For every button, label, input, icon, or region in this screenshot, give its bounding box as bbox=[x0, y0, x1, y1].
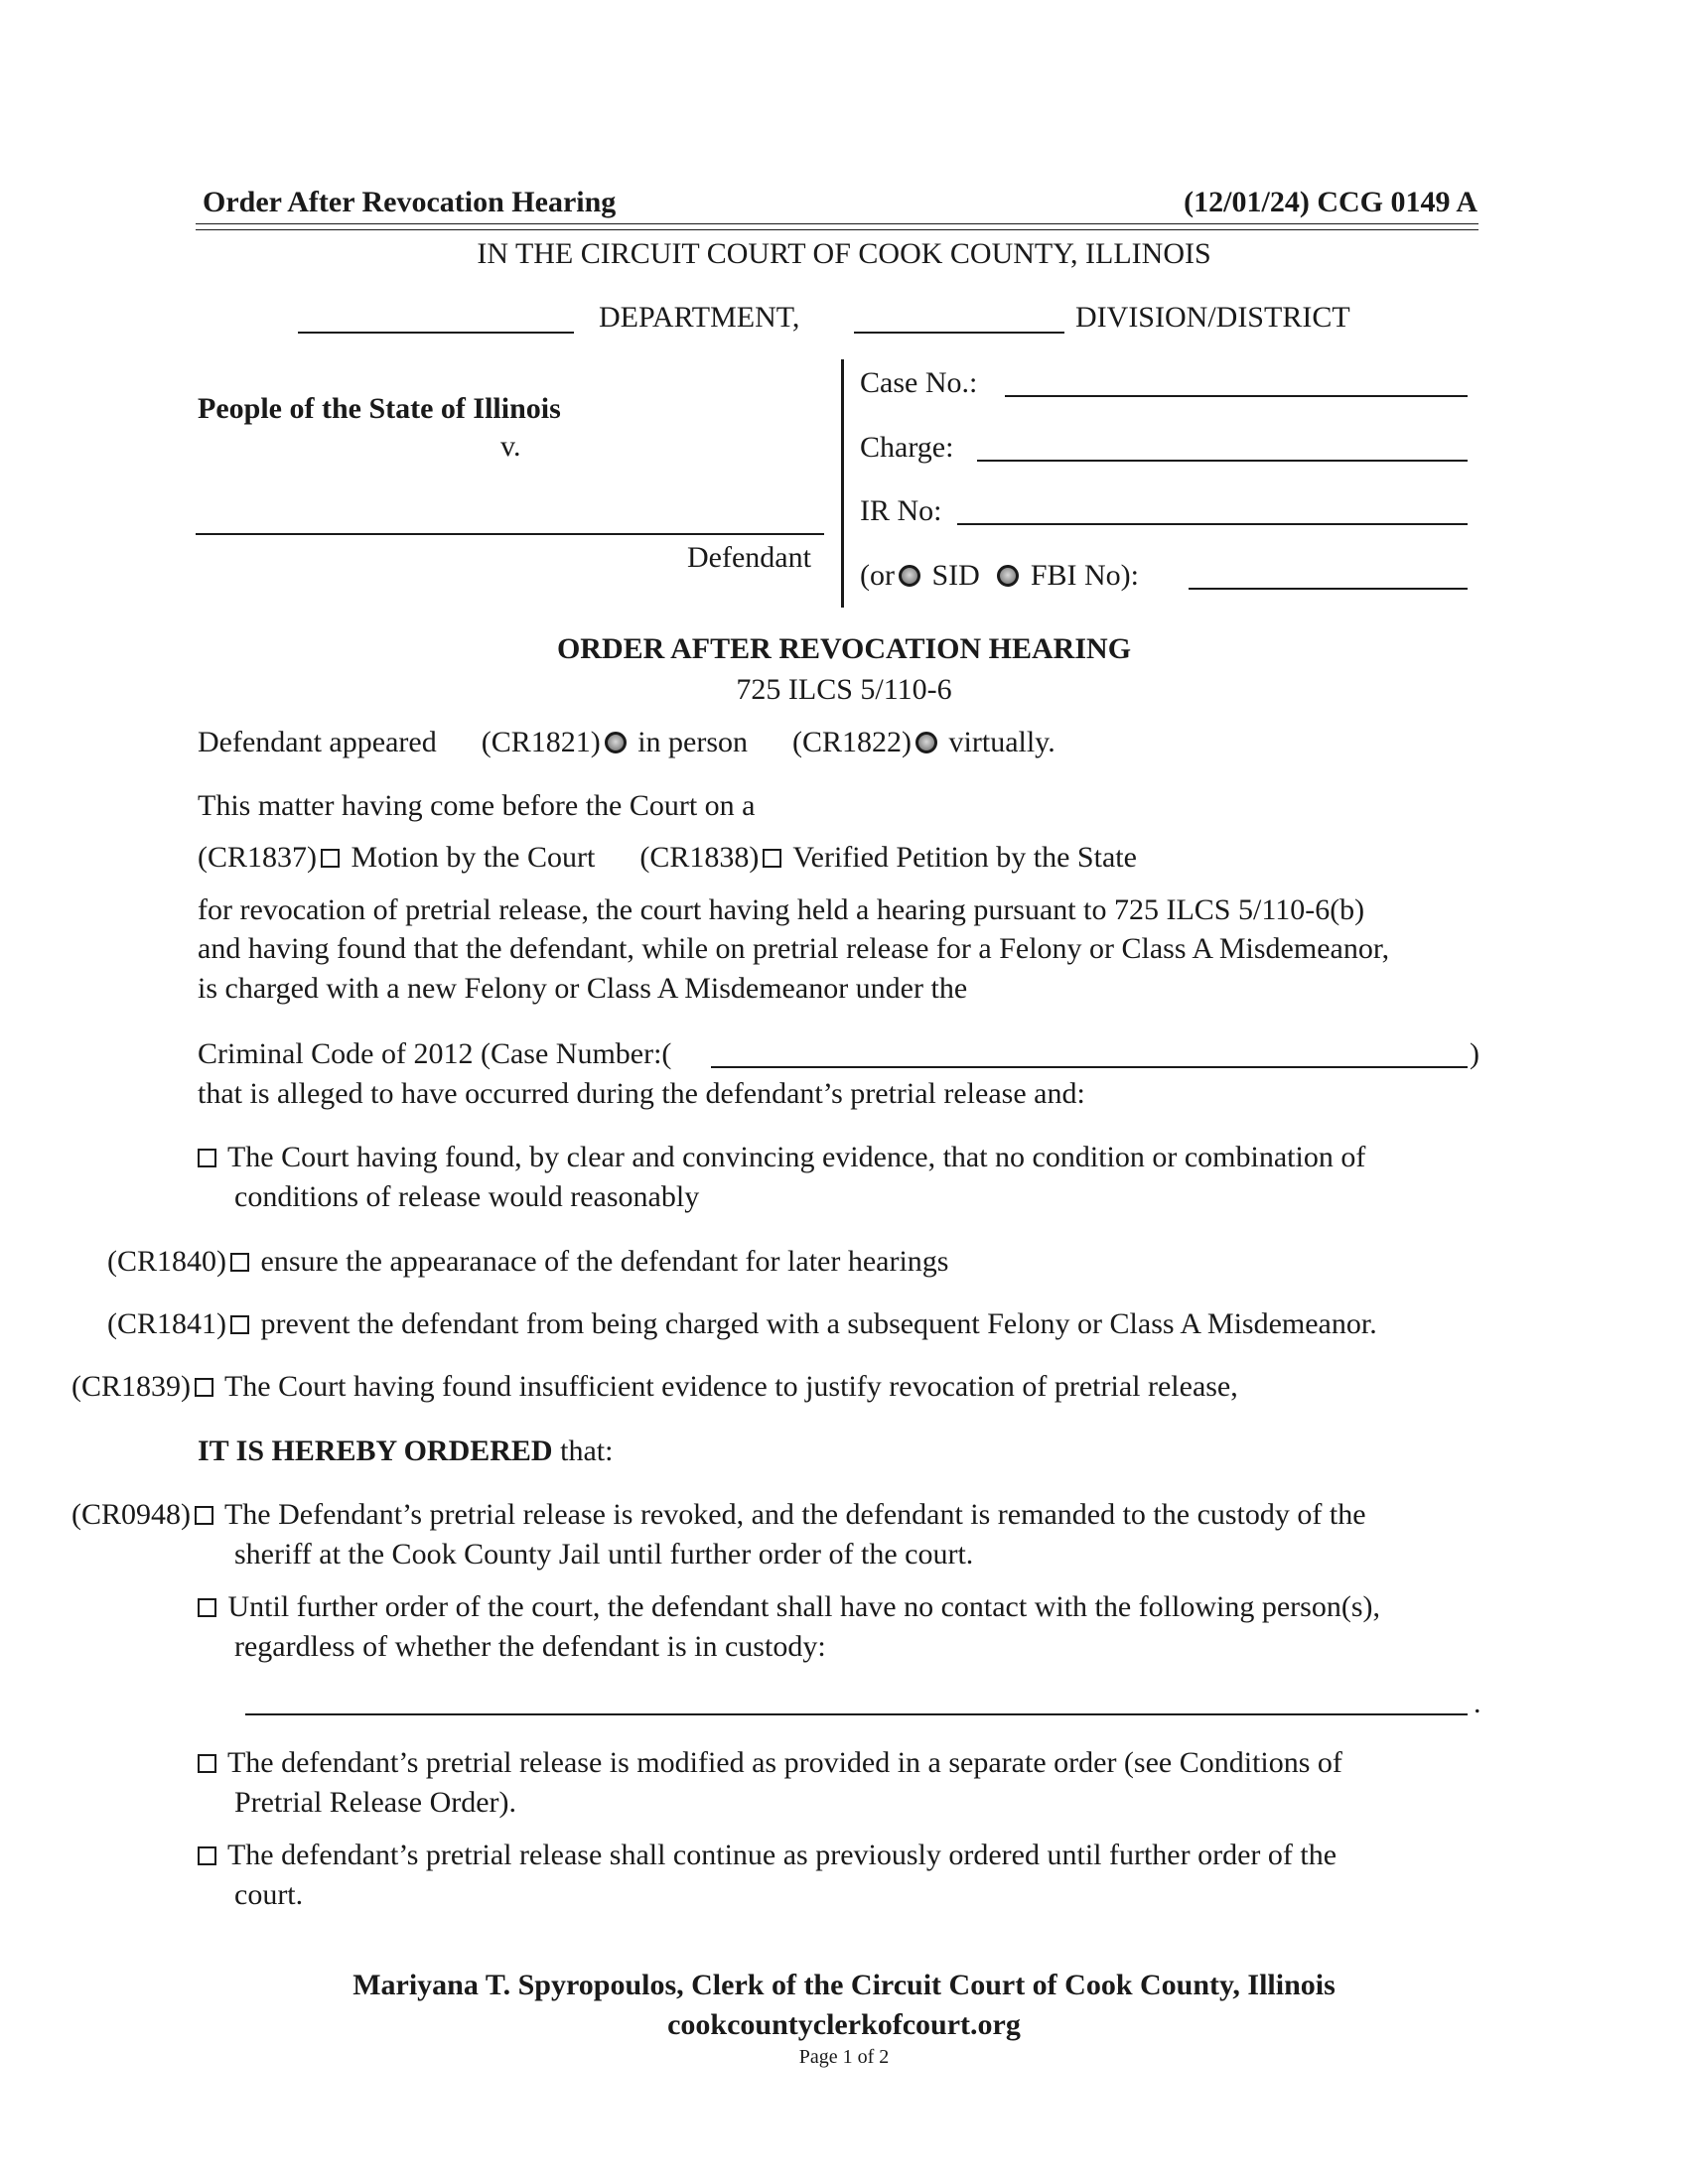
order-heading-bold: IT IS HEREBY ORDERED bbox=[198, 1434, 553, 1467]
new-case-number-field[interactable] bbox=[711, 1064, 1468, 1068]
sid-fbi-field[interactable] bbox=[1189, 586, 1468, 590]
clear-evidence-row bbox=[198, 1140, 1365, 1175]
para-line-3: is charged with a new Felony or Class A Misdemeanor under the bbox=[198, 972, 968, 1005]
case-no-label: Case No.: bbox=[860, 366, 978, 399]
modified-line-1: The defendant’s pretrial release is modified as provided in a separate order (see Conditions of bbox=[226, 1746, 1342, 1779]
order-heading-rest: that: bbox=[552, 1434, 614, 1467]
revoked-checkbox[interactable] bbox=[195, 1506, 213, 1525]
defendant-name-field[interactable] bbox=[196, 531, 824, 535]
or-label: (or bbox=[860, 559, 895, 592]
alleged-line: that is alleged to have occurred during the defendant’s pretrial release and: bbox=[198, 1077, 1085, 1110]
clerk-name: Mariyana T. Spyropoulos, Clerk of the Circuit Court of Cook County, Illinois bbox=[352, 1969, 1336, 2001]
revoked-line-1: The Defendant’s pretrial release is revoked, and the defendant is remanded to the custody of the bbox=[223, 1498, 1366, 1531]
petition-label: Verified Petition by the State bbox=[792, 841, 1137, 874]
sid-fbi-row bbox=[860, 558, 1139, 594]
cr1839-checkbox[interactable] bbox=[195, 1378, 213, 1397]
clear-evidence-checkbox[interactable] bbox=[198, 1149, 216, 1167]
order-heading bbox=[198, 1433, 613, 1469]
clear-evidence-line-2: conditions of release would reasonably bbox=[234, 1180, 700, 1213]
in-person-label: in person bbox=[637, 726, 749, 758]
revoked-line-2: sheriff at the Cook County Jail until further order of the court. bbox=[234, 1538, 974, 1570]
no-contact-persons-field[interactable] bbox=[245, 1711, 1468, 1715]
cr1840-label: ensure the appearanace of the defendant for later hearings bbox=[260, 1245, 949, 1278]
court-name: IN THE CIRCUIT COURT OF COOK COUNTY, ILLINOIS bbox=[477, 237, 1211, 270]
motion-row bbox=[198, 840, 1137, 876]
department-field[interactable] bbox=[298, 330, 574, 334]
cr1841-checkbox[interactable] bbox=[230, 1315, 249, 1334]
cr1821-code: (CR1821) bbox=[481, 726, 601, 758]
cr1838-code: (CR1838) bbox=[639, 841, 760, 874]
page-number: Page 1 of 2 bbox=[798, 2046, 890, 2068]
ir-no-label: IR No: bbox=[860, 494, 942, 527]
cr0948-code: (CR0948) bbox=[71, 1498, 191, 1531]
sid-radio[interactable] bbox=[899, 565, 920, 587]
no-contact-line-1: Until further order of the court, the defendant shall have no contact with the following person(s), bbox=[227, 1590, 1380, 1623]
department-label: DEPARTMENT, bbox=[599, 301, 800, 334]
sid-label: SID bbox=[931, 559, 980, 592]
para-line-2: and having found that the defendant, while on pretrial release for a Felony or Class A Misdemeanor, bbox=[198, 932, 1390, 965]
cr1840-checkbox[interactable] bbox=[230, 1253, 249, 1272]
order-title: ORDER AFTER REVOCATION HEARING bbox=[556, 632, 1132, 665]
charge-label: Charge: bbox=[860, 431, 954, 464]
no-contact-line-2: regardless of whether the defendant is in custody: bbox=[234, 1630, 826, 1663]
para-line-1: for revocation of pretrial release, the court having held a hearing pursuant to 725 ILCS 5/110-6(b) bbox=[198, 893, 1365, 926]
form-code: (12/01/24) CCG 0149 A bbox=[1184, 186, 1477, 218]
motion-checkbox[interactable] bbox=[321, 849, 340, 868]
continue-checkbox[interactable] bbox=[198, 1846, 216, 1865]
motion-label: Motion by the Court bbox=[351, 841, 596, 874]
versus: v. bbox=[500, 430, 521, 463]
charge-field[interactable] bbox=[977, 458, 1468, 462]
division-field[interactable] bbox=[854, 330, 1064, 334]
form-title: Order After Revocation Hearing bbox=[203, 186, 617, 218]
appearance-row bbox=[198, 725, 1055, 760]
matter-intro: This matter having come before the Court on a bbox=[198, 789, 756, 822]
clear-evidence-line-1: The Court having found, by clear and convincing evidence, that no condition or combination of bbox=[226, 1141, 1366, 1173]
cr1839-row bbox=[71, 1369, 1238, 1405]
continue-row bbox=[198, 1838, 1336, 1873]
in-person-radio[interactable] bbox=[605, 732, 627, 753]
cr1837-code: (CR1837) bbox=[198, 841, 317, 874]
virtual-radio[interactable] bbox=[915, 732, 937, 753]
defendant-label: Defendant bbox=[687, 541, 811, 574]
no-contact-row bbox=[198, 1589, 1380, 1625]
petition-checkbox[interactable] bbox=[763, 849, 781, 868]
header-rule-top bbox=[196, 223, 1478, 224]
cr1839-code: (CR1839) bbox=[71, 1370, 191, 1403]
modified-checkbox[interactable] bbox=[198, 1754, 216, 1773]
statute: 725 ILCS 5/110-6 bbox=[736, 673, 952, 706]
no-contact-checkbox[interactable] bbox=[198, 1598, 216, 1617]
cr0948-row bbox=[71, 1497, 1366, 1533]
no-contact-period: . bbox=[1474, 1687, 1481, 1719]
cr1840-code: (CR1840) bbox=[107, 1245, 226, 1278]
close-paren: ) bbox=[1470, 1037, 1479, 1070]
cr1839-label: The Court having found insufficient evidence to justify revocation of pretrial release, bbox=[223, 1370, 1238, 1403]
modified-row bbox=[198, 1745, 1342, 1781]
cr1841-code: (CR1841) bbox=[107, 1307, 226, 1340]
plaintiff-name: People of the State of Illinois bbox=[198, 392, 561, 425]
appeared-label: Defendant appeared bbox=[198, 726, 437, 758]
fbi-label: FBI No): bbox=[1030, 559, 1140, 592]
cr1840-row bbox=[107, 1244, 948, 1280]
continue-line-2: court. bbox=[234, 1878, 304, 1911]
criminal-code-label: Criminal Code of 2012 (Case Number:( bbox=[198, 1037, 672, 1070]
division-label: DIVISION/DISTRICT bbox=[1075, 301, 1350, 334]
continue-line-1: The defendant’s pretrial release shall continue as previously ordered until further order of the bbox=[226, 1839, 1337, 1871]
clerk-website[interactable]: cookcountyclerkofcourt.org bbox=[667, 2008, 1021, 2041]
cr1841-row bbox=[107, 1306, 1377, 1342]
cr1841-label: prevent the defendant from being charged with a subsequent Felony or Class A Misdemeanor. bbox=[260, 1307, 1377, 1340]
modified-line-2: Pretrial Release Order). bbox=[234, 1786, 517, 1819]
cr1822-code: (CR1822) bbox=[792, 726, 913, 758]
caption-divider bbox=[841, 359, 844, 608]
header-rule-bottom bbox=[196, 229, 1478, 230]
case-no-field[interactable] bbox=[1005, 393, 1468, 397]
fbi-radio[interactable] bbox=[997, 565, 1019, 587]
ir-no-field[interactable] bbox=[957, 521, 1468, 525]
virtual-label: virtually. bbox=[948, 726, 1055, 758]
